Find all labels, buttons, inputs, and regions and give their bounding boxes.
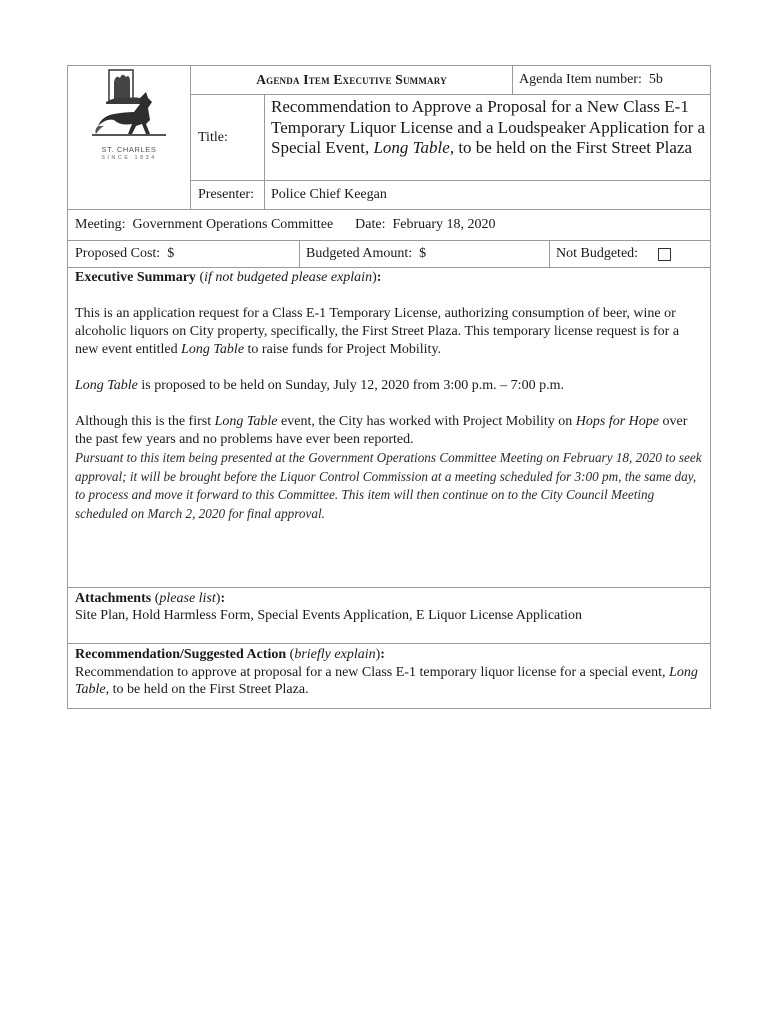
recommendation-text <box>75 664 704 699</box>
attachments-heading-text: Attachments <box>75 591 152 606</box>
summary-paragraph-2 <box>75 377 704 395</box>
summary-paragraph-3 <box>75 413 704 449</box>
proposed-cost-value: $ <box>167 246 175 261</box>
attachments <box>68 588 710 644</box>
costs-row <box>68 241 710 268</box>
agenda-item-number <box>513 66 710 94</box>
proposed-cost-label: Proposed Cost: <box>75 246 161 261</box>
summary-paragraph-1 <box>75 305 704 359</box>
budgeted-amount <box>300 241 550 267</box>
presenter-value: Police Chief Keegan <box>271 187 387 202</box>
recommendation-heading-text: Recommendation/Suggested Action <box>75 647 287 662</box>
summary-p3-event: Long Table <box>214 414 278 429</box>
summary-p1-event: Long Table <box>181 342 245 357</box>
summary-p3-text-mid: event, the City has worked with Project Mobility on <box>277 414 576 429</box>
meeting-label: Meeting: <box>75 217 126 232</box>
proposed-cost <box>68 241 300 267</box>
city-logo <box>68 66 191 209</box>
meeting-value: Government Operations Committee <box>132 217 334 232</box>
meeting-row <box>68 210 710 241</box>
fox-tree-logo-icon <box>92 68 166 144</box>
item-number-label: Agenda Item number: <box>519 72 642 87</box>
summary-p3-text: Although this is the first <box>75 414 215 429</box>
not-budgeted-checkbox[interactable] <box>658 248 671 261</box>
recommendation-text-start: Recommendation to approve at proposal for a new Class E-1 temporary liquor license for a special event, <box>75 664 670 680</box>
logo-city-name: ST. CHARLES <box>101 145 157 154</box>
summary-p2-event: Long Table <box>75 378 138 393</box>
summary-heading-text: Executive Summary <box>75 270 196 285</box>
attachments-heading: Attachments (please list): <box>75 591 226 606</box>
date-label: Date: <box>355 217 386 232</box>
title-text-2: , to be held on the First Street Plaza <box>449 138 693 157</box>
title-event-name: Long Table <box>373 138 450 157</box>
not-budgeted-label: Not Budgeted: <box>556 246 639 261</box>
recommendation <box>68 644 710 708</box>
title-text-1: Recommendation to Approve a Proposal for a New Class E-1 Temporary Liquor License and a Loudspeaker Application for a Special Event, <box>271 97 706 157</box>
attachments-hint: please list <box>159 591 216 606</box>
attachments-value: Site Plan, Hold Harmless Form, Special Events Application, E Liquor License Application <box>75 608 583 623</box>
item-number-value: 5b <box>648 72 663 87</box>
summary-p2-text: is proposed to be held on Sunday, July 12, 2020 from 3:00 p.m. – 7:00 p.m. <box>137 378 564 393</box>
form-title: Agenda Item Executive Summary <box>191 66 513 94</box>
header-block <box>68 66 710 210</box>
recommendation-hint: briefly explain <box>294 647 376 662</box>
summary-p3-text-end: over the past few years and no problems have ever been reported. <box>75 414 688 447</box>
not-budgeted <box>550 241 710 267</box>
summary-heading-hint: if not budgeted please explain <box>204 270 373 285</box>
budgeted-amount-value: $ <box>419 246 427 261</box>
summary-note: Pursuant to this item being presented at the Government Operations Committee Meeting on February 18, 2020 to seek approval; it will be brought before the Liquor Control Commission at a meeting scheduled for 3:00 pm, the same day, to process and move it forward to this Committee. This item will then continue on to the City Council Meeting scheduled on March 2, 2020 for final approval. <box>75 450 702 521</box>
title-label: Title: <box>191 95 265 180</box>
logo-since: SINCE 1834 <box>101 155 157 161</box>
recommendation-event-name: Long Table <box>75 664 698 697</box>
summary-p1-text: This is an application request for a Class E-1 Temporary License, authorizing consumption of beer, wine or alcoholic liquors on City property, specifically, the First Street Plaza. This temporary license request is for a new event entitled <box>75 306 680 357</box>
item-title <box>265 95 710 180</box>
budgeted-amount-label: Budgeted Amount: <box>306 246 413 261</box>
summary-p1-text-end: to raise funds for Project Mobility. <box>244 342 442 357</box>
date-value: February 18, 2020 <box>392 217 496 232</box>
presenter-label: Presenter: <box>191 181 265 209</box>
recommendation-text-end: , to be held on the First Street Plaza. <box>105 682 309 697</box>
summary-p3-event-2: Hops for Hope <box>575 414 659 429</box>
summary-heading: Executive Summary (if not budgeted please explain): <box>75 270 382 285</box>
recommendation-heading: Recommendation/Suggested Action (briefly explain): <box>75 647 385 662</box>
agenda-summary-form <box>67 65 711 709</box>
executive-summary <box>68 268 710 588</box>
